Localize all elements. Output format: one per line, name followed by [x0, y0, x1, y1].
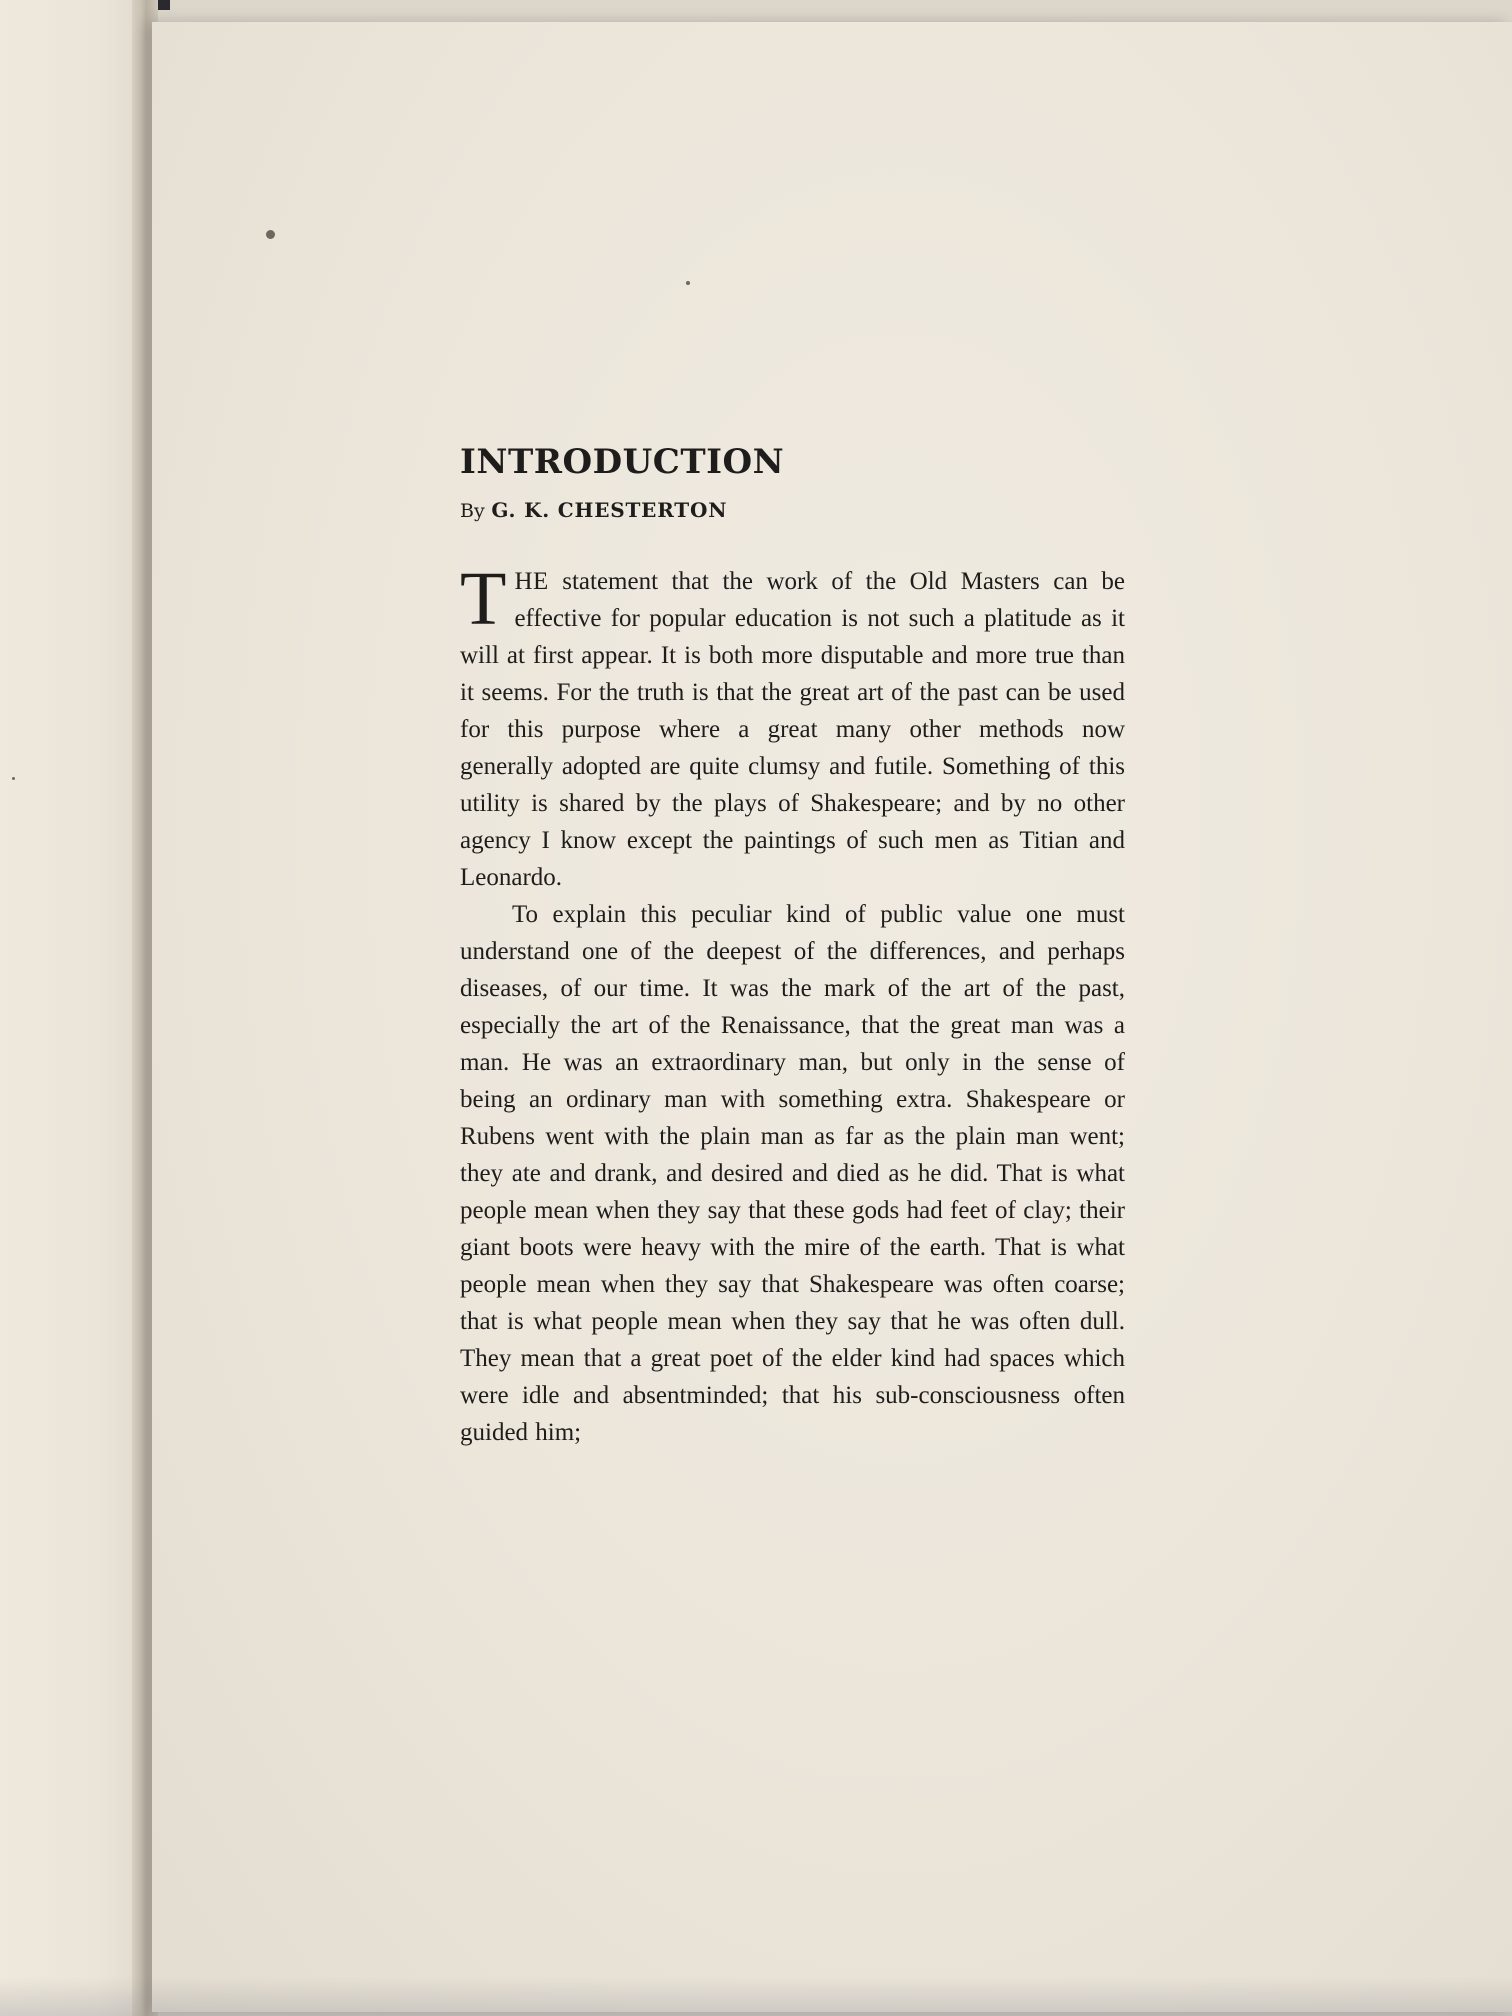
page-title: INTRODUCTION: [460, 442, 785, 482]
byline: [460, 496, 1125, 525]
drop-cap: T: [460, 557, 507, 641]
paragraph-2: To explain this peculiar kind of public value one must understand one of the deepest of the differences, and perhaps diseases, of our time. It was the mark of the art of the past, especially the art of the Renaissance, that the great man was a man. He was an extraordinary man, but only in the sense of being an ordinary man with something extra. Shakespeare or Rubens went with the plain man as far as the plain man went; they ate and drank, and desired and died as he did. That is what people mean when they say that these gods had feet of clay; their giant boots were heavy with the mire of the earth. That is what people mean when they say that Shakespeare was often coarse; that is what people mean when they say that he was often dull. They mean that a great poet of the elder kind had spaces which were idle and absentminded; that his sub-consciousness often guided him;: [460, 901, 1125, 1446]
paragraph-1-lead: HE: [514, 568, 549, 595]
left-page-edge: [0, 0, 140, 2016]
paper-speck: [12, 777, 15, 780]
paper-speck: [266, 230, 275, 239]
byline-prefix: By: [460, 500, 485, 522]
author-name: G. K. CHESTERTON: [491, 498, 728, 522]
paper-speck: [686, 281, 690, 285]
body-text: [460, 557, 1125, 1451]
paragraph-1-text: statement that the work of the Old Masters can be effective for popular education is not such a platitude as it will at first appear. It is both more disputable and more true than it seems. For the truth is that the great art of the past can be used for this purpose where a great many other methods now generally adopted are quite clumsy and futile. Something of this utility is shared by the plays of Shakespeare; and by no other agency I know except the paintings of such men as Titian and Leonardo.: [460, 568, 1125, 891]
bottom-shadow: [0, 1976, 1512, 2016]
page-content: [460, 440, 1125, 1451]
paragraph-1: [460, 557, 1125, 896]
